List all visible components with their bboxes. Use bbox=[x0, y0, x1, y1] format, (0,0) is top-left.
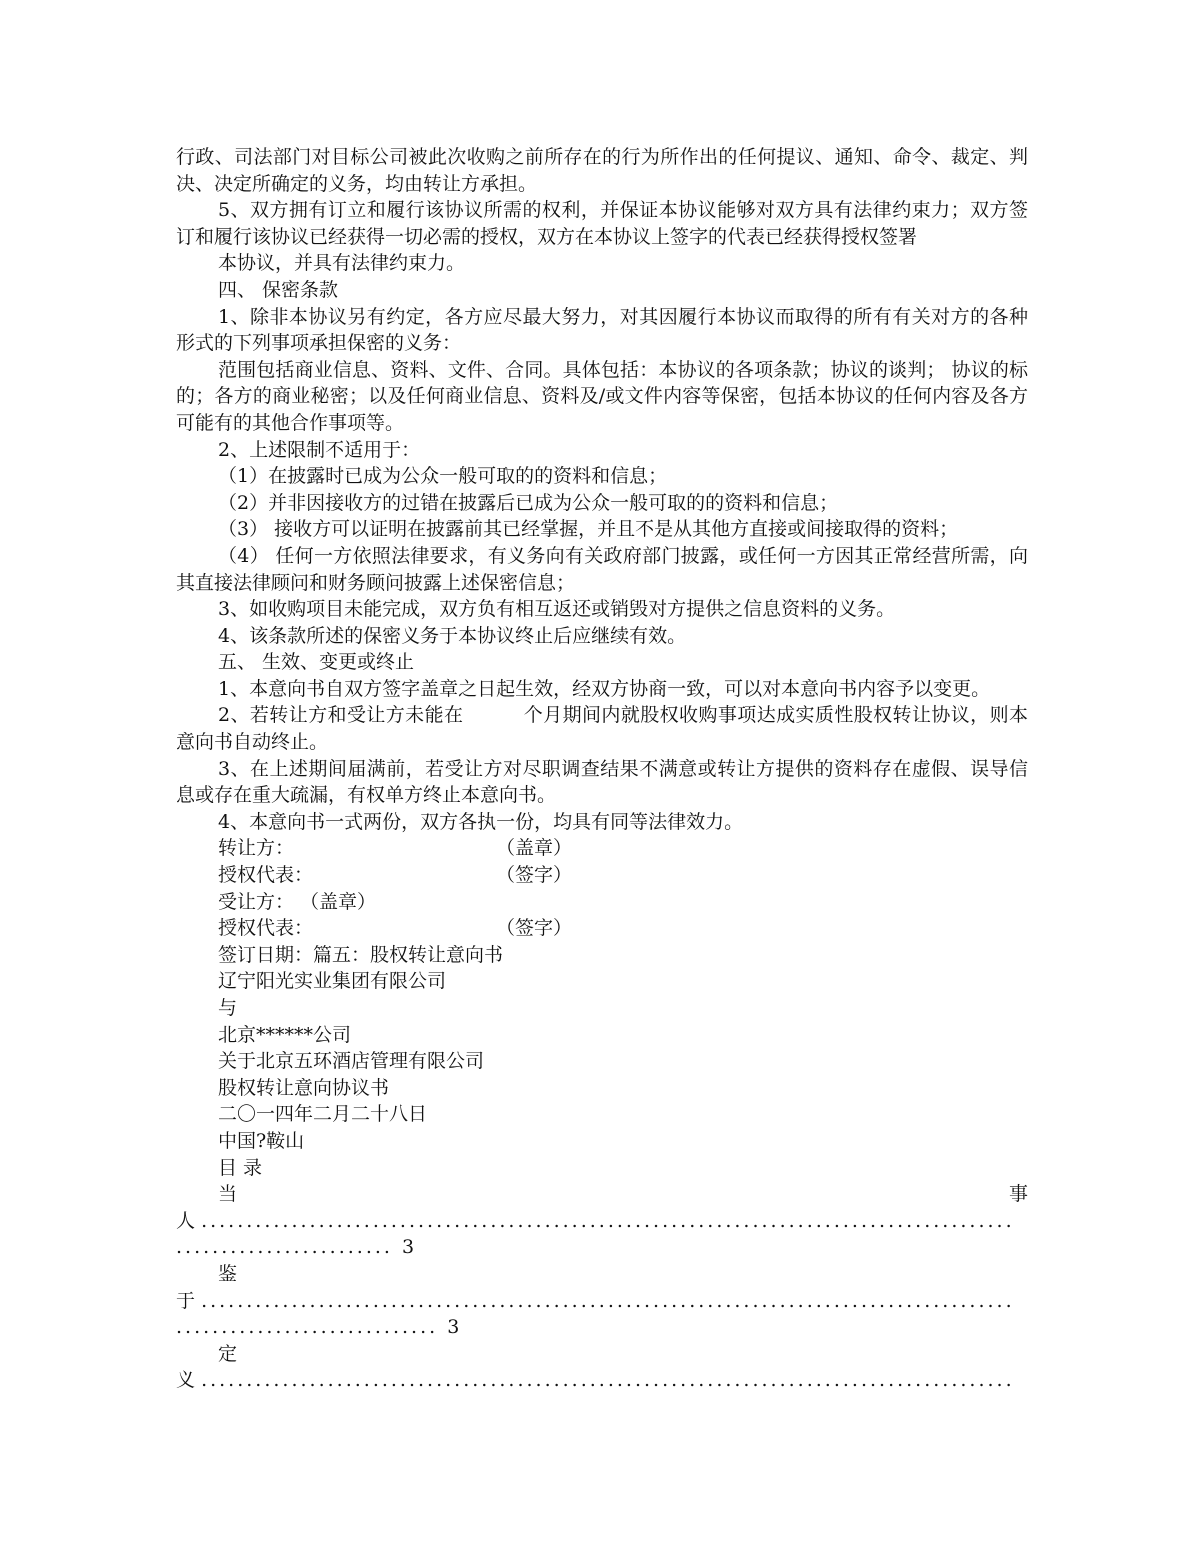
toc-entry-parties-head bbox=[176, 1181, 1028, 1208]
toc-leader-line: 人 .......................................................................................... bbox=[176, 1209, 1015, 1232]
rep1-label: 授权代表： bbox=[218, 864, 314, 887]
clause-4-3: 3、如收购项目未能完成，双方负有相互返还或销毁对方提供之信息资料的义务。 bbox=[218, 598, 896, 621]
clause-5-1: 1、本意向书自双方签字盖章之日起生效，经双方协商一致，可以对本意向书内容予以变更。 bbox=[218, 677, 991, 700]
toc-entry-whereas-head: 鉴 bbox=[218, 1262, 238, 1285]
cover-date: 二〇一四年二月二十八日 bbox=[218, 1103, 428, 1126]
cover-and: 与 bbox=[218, 997, 238, 1019]
toc-page-number: 3 bbox=[447, 1316, 460, 1339]
clause-3-5-end: 本协议，并具有法律约束力。 bbox=[218, 252, 466, 275]
clause-5-2-end: 个月期间内就股权收购事项达成实质性股权转让协议，则本意向书自动终止。 bbox=[176, 704, 1028, 754]
signature-rep1 bbox=[176, 862, 1028, 889]
clause-4-2-1: （1）在披露时已成为公众一般可取的的资料和信息； bbox=[218, 465, 668, 488]
document-page bbox=[176, 144, 1028, 1394]
signature-transferee: 受让方： （盖章） bbox=[218, 890, 377, 913]
toc-parties-first: 当 bbox=[218, 1183, 238, 1206]
clause-4-2-4: （4） 任何一方依照法律要求，有义务向有关政府部门披露，或任何一方因其正常经营所需，向其直接法律顾问和财务顾问披露上述保密信息； bbox=[176, 544, 1028, 594]
cover-company-1: 辽宁阳光实业集团有限公司 bbox=[218, 970, 447, 993]
rep1-sign: （签字） bbox=[496, 864, 573, 887]
clause-5-2 bbox=[176, 702, 1028, 755]
rep2-label: 授权代表： bbox=[218, 917, 314, 940]
toc-leader-line: ............................. 3 bbox=[176, 1316, 460, 1339]
toc-definitions-char: 义 bbox=[176, 1369, 196, 1392]
clause-4-1-scope: 范围包括商业信息、资料、文件、合同。具体包括：本协议的各项条款；协议的谈判； 协议的标的；各方的商业秘密；以及任何商业信息、资料及/或文件内容等保密，包括本协议的任何内容及各方可能有的其他合作事项等。 bbox=[176, 358, 1028, 434]
section-heading-confidentiality: 四、 保密条款 bbox=[218, 278, 339, 301]
toc-parties-last: 事 bbox=[1008, 1183, 1028, 1206]
clause-5-4: 4、本意向书一式两份，双方各执一份，均具有同等法律效力。 bbox=[218, 810, 744, 833]
signature-transferor bbox=[176, 835, 1028, 862]
cover-title: 股权转让意向协议书 bbox=[218, 1076, 390, 1099]
toc-leader-line: 义 .......................................................................................... bbox=[176, 1369, 1015, 1392]
section-heading-effectiveness: 五、 生效、变更或终止 bbox=[218, 651, 415, 674]
clause-4-4: 4、该条款所述的保密义务于本协议终止后应继续有效。 bbox=[218, 624, 687, 647]
toc-parties-char: 人 bbox=[176, 1209, 196, 1232]
transferor-label: 转让方： bbox=[218, 837, 295, 860]
clause-4-1: 1、除非本协议另有约定，各方应尽最大努力，对其因履行本协议而取得的所有有关对方的各种形式的下列事项承担保密的义务： bbox=[176, 305, 1028, 355]
signature-rep2 bbox=[176, 915, 1028, 942]
clause-4-2: 2、上述限制不适用于： bbox=[218, 438, 421, 461]
clause-4-2-3: （3） 接收方可以证明在披露前其已经掌握，并且不是从其他方直接或间接取得的资料； bbox=[218, 518, 959, 541]
toc-leader-line: ........................ 3 bbox=[176, 1236, 415, 1259]
transferor-seal: （盖章） bbox=[496, 837, 573, 860]
clause-5-3: 3、在上述期间届满前，若受让方对尽职调查结果不满意或转让方提供的资料存在虚假、误导信息或存在重大疏漏，有权单方终止本意向书。 bbox=[176, 757, 1028, 807]
toc-whereas-char: 于 bbox=[176, 1289, 196, 1312]
toc-entry-definitions-head: 定 bbox=[218, 1342, 238, 1365]
signature-date: 签订日期：篇五：股权转让意向书 bbox=[218, 943, 504, 966]
toc-page-number: 3 bbox=[402, 1236, 415, 1259]
rep2-sign: （签字） bbox=[496, 917, 573, 940]
paragraph-continuation: 行政、司法部门对目标公司被此次收购之前所存在的行为所作出的任何提议、通知、命令、裁定、判决、决定所确定的义务，均由转让方承担。 bbox=[176, 146, 1028, 195]
cover-company-2: 北京******公司 bbox=[218, 1023, 352, 1046]
cover-subject: 关于北京五环酒店管理有限公司 bbox=[218, 1050, 485, 1073]
toc-leader-line: 于 .......................................................................................... bbox=[176, 1289, 1015, 1312]
toc-title: 目 录 bbox=[218, 1156, 263, 1179]
clause-3-5: 5、双方拥有订立和履行该协议所需的权利，并保证本协议能够对双方具有法律约束力；双方签订和履行该协议已经获得一切必需的授权，双方在本协议上签字的代表已经获得授权签署 bbox=[176, 199, 1028, 248]
clause-5-2-start: 2、若转让方和受让方未能在 bbox=[218, 704, 464, 727]
cover-place: 中国?鞍山 bbox=[218, 1129, 305, 1152]
clause-4-2-2: （2）并非因接收方的过错在披露后已成为公众一般可取的的资料和信息； bbox=[218, 491, 839, 514]
